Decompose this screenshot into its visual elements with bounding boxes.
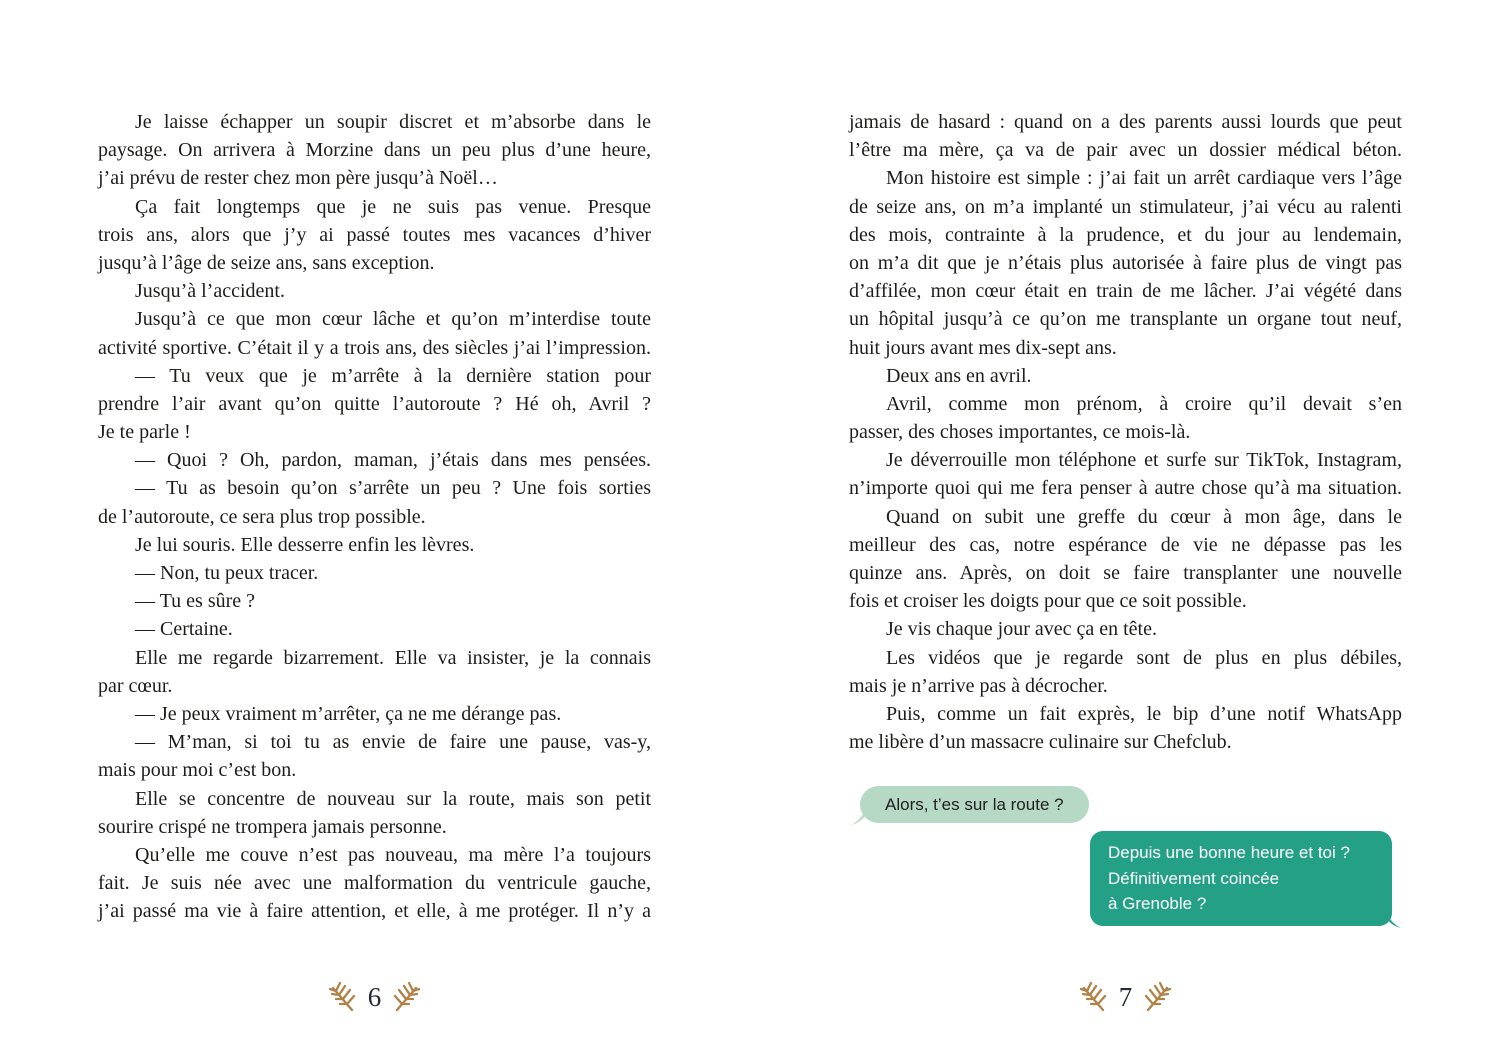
text-line: l’être ma mère, ça va de pair avec un dossier médical béton. <box>849 139 1402 162</box>
text-line: j’ai passé ma vie à faire attention, et elle, à me protéger. Il n’y a <box>98 900 651 923</box>
text-line: me libère d’un massacre culinaire sur Chefclub. <box>849 731 1232 754</box>
leaf-ornament-icon <box>394 981 420 1013</box>
page-number: 7 <box>1118 982 1133 1012</box>
text-line: — M’man, si toi tu as envie de faire une pause, vas-y, <box>135 731 651 754</box>
page-number: 6 <box>367 982 382 1012</box>
text-line: par cœur. <box>98 674 173 697</box>
text-line: Avril, comme mon prénom, à croire qu’il devait s’en <box>886 392 1402 415</box>
text-line: Je te parle ! <box>98 421 191 444</box>
chat-bubble-received <box>860 786 1089 823</box>
chat-bubble-sent <box>1090 831 1392 926</box>
chat-bubble-received-text: Alors, t’es sur la route ? <box>885 795 1064 814</box>
text-line: Puis, comme un fait exprès, le bip d’une notif WhatsApp <box>886 702 1402 725</box>
text-line: de l’autoroute, ce sera plus trop possible. <box>98 505 426 528</box>
chat-bubble-sent-line: à Grenoble ? <box>1108 894 1207 913</box>
page-6-footer <box>98 976 651 1018</box>
text-line: — Tu veux que je m’arrête à la dernière station pour <box>135 364 651 387</box>
text-line: jusqu’à l’âge de seize ans, sans exception. <box>98 251 435 274</box>
text-line: huit jours avant mes dix-sept ans. <box>849 336 1117 359</box>
text-line: Deux ans en avril. <box>886 364 1032 387</box>
text-line: j’ai prévu de rester chez mon père jusqu’à Noël… <box>98 167 498 190</box>
text-line: mais pour moi c’est bon. <box>98 759 297 782</box>
bubble-tail-icon <box>1383 909 1401 929</box>
text-line: meilleur des cas, notre espérance de vie ne dépasse pas les <box>849 533 1402 556</box>
text-line: — Tu es sûre ? <box>135 590 256 613</box>
text-line: quinze ans. Après, on doit se faire transplanter une nouvelle <box>849 562 1402 584</box>
text-line: sourire crispé ne trompera jamais personne. <box>98 815 447 838</box>
chat-messages <box>849 786 1402 926</box>
text-line: Ça fait longtemps que je ne suis pas venue. Presque <box>135 195 651 218</box>
text-line: Mon histoire est simple : j’ai fait un arrêt cardiaque vers l’âge <box>886 167 1402 190</box>
leaf-ornament-icon <box>1080 981 1106 1013</box>
text-line: Les vidéos que je regarde sont de plus en plus débiles, <box>886 646 1402 669</box>
text-line: Elle se concentre de nouveau sur la route, mais son petit <box>135 787 651 810</box>
text-line: paysage. On arrivera à Morzine dans un peu plus d’une heure, <box>98 139 651 162</box>
text-line: de seize ans, on m’a implanté un stimulateur, j’ai vécu au ralenti <box>849 195 1402 218</box>
text-line: Jusqu’à l’accident. <box>135 280 285 303</box>
text-line: Qu’elle me couve n’est pas nouveau, ma mère l’a toujours <box>135 843 651 866</box>
leaf-ornament-icon <box>1145 981 1171 1013</box>
text-line: Je vis chaque jour avec ça en tête. <box>886 618 1157 641</box>
text-line: fait. Je suis née avec une malformation du ventricule gauche, <box>98 872 651 895</box>
text-line: Quand on subit une greffe du cœur à mon âge, dans le <box>886 505 1402 528</box>
text-line: on m’a dit que je n’étais plus autorisée à faire plus de vingt pas <box>849 251 1402 274</box>
text-line: Je laisse échapper un soupir discret et m’absorbe dans le <box>135 111 651 133</box>
page-7-footer <box>849 976 1402 1018</box>
text-line: — Je peux vraiment m’arrêter, ça ne me dérange pas. <box>135 702 562 725</box>
text-line: n’importe quoi qui me fera penser à autre chose qu’à ma situation. <box>849 477 1402 500</box>
chat-bubble-sent-line: Définitivement coincée <box>1108 868 1280 888</box>
text-line: trois ans, alors que j’y ai passé toutes mes vacances d’hiver <box>98 223 651 246</box>
text-line: — Certaine. <box>135 618 233 641</box>
text-line: jamais de hasard : quand on a des parents aussi lourds que peut <box>849 111 1402 133</box>
text-line: un hôpital jusqu’à ce qu’on me transplante un organe tout neuf, <box>849 308 1402 331</box>
text-line: Je déverrouille mon téléphone et surfe sur TikTok, Instagram, <box>886 449 1402 472</box>
text-line: activité sportive. C’était il y a trois ans, des siècles j’ai l’impression. <box>98 336 651 359</box>
chat-bubble-sent-line: Depuis une bonne heure et toi ? <box>1108 843 1350 862</box>
text-line: Jusqu’à ce que mon cœur lâche et qu’on m’interdise toute <box>135 308 651 331</box>
bubble-tail-icon <box>851 806 869 826</box>
text-line: — Quoi ? Oh, pardon, maman, j’étais dans mes pensées. <box>135 449 651 472</box>
page-7 <box>849 0 1402 1050</box>
text-line: prendre l’air avant qu’on quitte l’autoroute ? Hé oh, Avril ? <box>98 392 651 415</box>
page-6-text-column <box>98 108 651 925</box>
text-line: d’affilée, mon cœur était en train de me lâcher. J’ai végété dans <box>849 280 1402 303</box>
page-7-text-column <box>849 108 1402 756</box>
text-line: — Tu as besoin qu’on s’arrête un peu ? Une fois sorties <box>135 477 651 500</box>
text-line: Je lui souris. Elle desserre enfin les lèvres. <box>135 533 475 556</box>
text-line: passer, des choses importantes, ce mois-là. <box>849 421 1191 444</box>
text-line: des mois, contrainte à la prudence, et du jour au lendemain, <box>849 223 1402 246</box>
page-6 <box>98 0 651 1050</box>
text-line: fois et croiser les doigts pour que ce soit possible. <box>849 590 1247 613</box>
text-line: mais je n’arrive pas à décrocher. <box>849 674 1108 697</box>
text-line: — Non, tu peux tracer. <box>135 562 319 584</box>
leaf-ornament-icon <box>329 981 355 1013</box>
text-line: Elle me regarde bizarrement. Elle va insister, je la connais <box>135 646 651 669</box>
